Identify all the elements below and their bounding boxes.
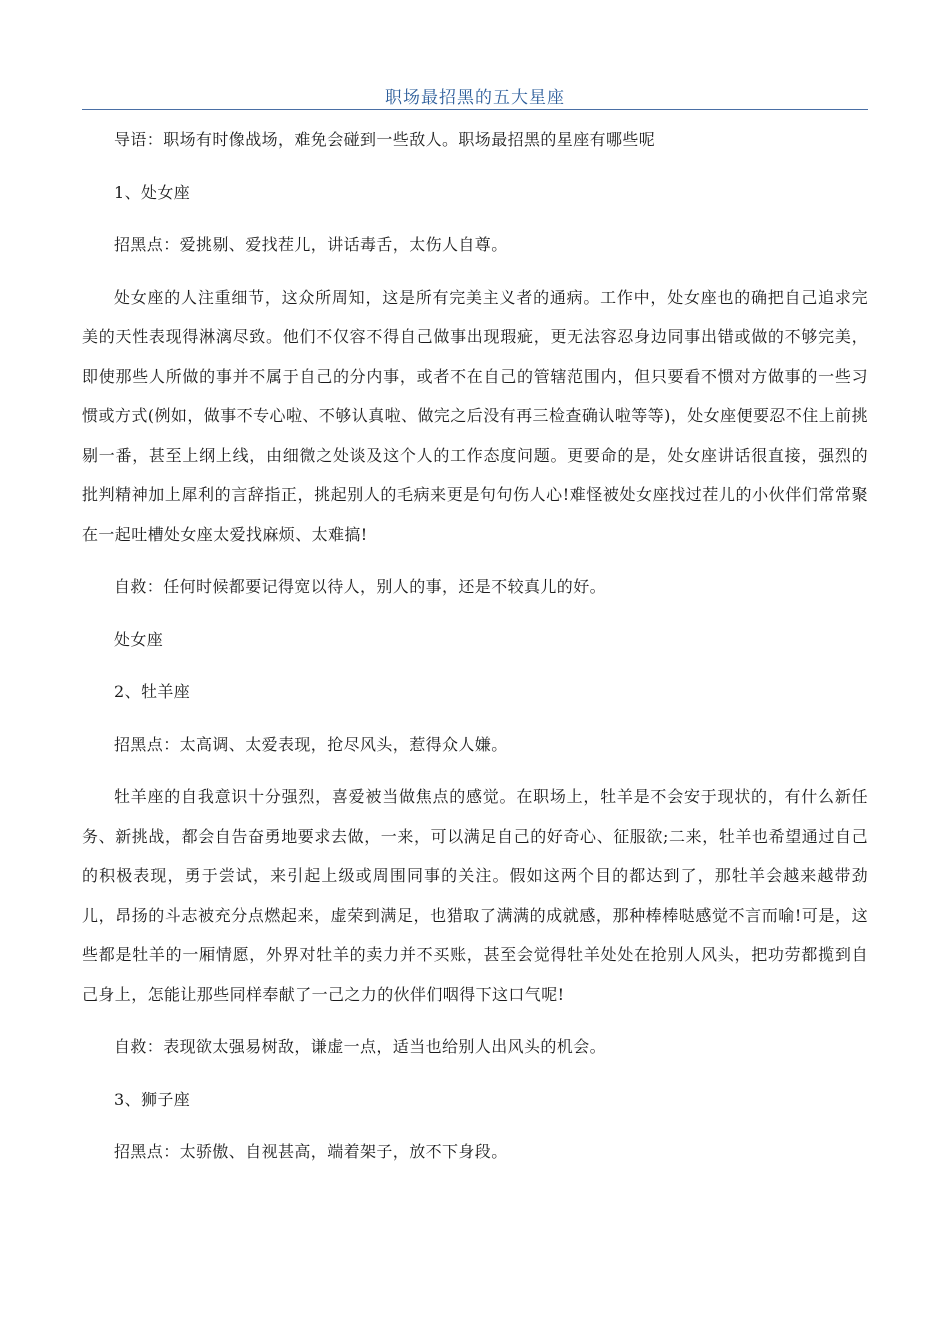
leo-weak-point: 招黑点：太骄傲、自视甚高，端着架子，放不下身段。 (114, 1142, 508, 1161)
section-heading-aries: 2、牡羊座 (114, 682, 191, 701)
virgo-advice: 自救：任何时候都要记得宽以待人，别人的事，还是不较真儿的好。 (114, 577, 607, 596)
virgo-caption: 处女座 (114, 629, 164, 649)
page-header (82, 80, 868, 110)
document-body (82, 120, 868, 1185)
virgo-description: 处女座的人注重细节，这众所周知，这是所有完美主义者的通病。工作中，处女座也的确把自己追求完美的天性表现得淋漓尽致。他们不仅容不得自己做事出现瑕疵，更无法容忍身边同事出错或做的不够完美，即使那些人所做的事并不属于自己的分内事，或者不在自己的管辖范围内，但只要看不惯对方做事的一些习惯或方式(例如，做事不专心啦、不够认真啦、做完之后没有再三检查确认啦等等)，处女座便要忍不住上前挑剔一番，甚至上纲上线，由细微之处谈及这个人的工作态度问题。更要命的是，处女座讲话很直接，强烈的批判精神加上犀利的言辞指正，挑起别人的毛病来更是句句伤人心!难怪被处女座找过茬儿的小伙伴们常常聚在一起吐槽处女座太爱找麻烦、太难搞! (82, 287, 868, 544)
aries-weak-point: 招黑点：太高调、太爱表现，抢尽风头，惹得众人嫌。 (114, 734, 508, 754)
aries-advice: 自救：表现欲太强易树敌，谦虚一点，适当也给别人出风头的机会。 (114, 1037, 607, 1056)
intro-paragraph: 导语：职场有时像战场，难免会碰到一些敌人。职场最招黑的星座有哪些呢 (114, 130, 656, 149)
section-heading-leo: 3、狮子座 (114, 1089, 191, 1109)
virgo-weak-point: 招黑点：爱挑剔、爱找茬儿，讲话毒舌，太伤人自尊。 (114, 235, 508, 254)
aries-description: 牡羊座的自我意识十分强烈，喜爱被当做焦点的感觉。在职场上，牡羊是不会安于现状的，有什么新任务、新挑战，都会自告奋勇地要求去做，一来，可以满足自己的好奇心、征服欲;二来，牡羊也希望通过自己的积极表现，勇于尝试，来引起上级或周围同事的关注。假如这两个目的都达到了，那牡羊会越来越带劲儿，昂扬的斗志被充分点燃起来，虚荣到满足，也猎取了满满的成就感，那种棒棒哒感觉不言而喻!可是，这些都是牡羊的一厢情愿，外界对牡羊的卖力并不买账，甚至会觉得牡羊处处在抢别人风头，把功劳都揽到自己身上，怎能让那些同样奉献了一己之力的伙伴们咽得下这口气呢! (82, 787, 868, 1004)
section-heading-virgo: 1、处女座 (114, 182, 191, 202)
page-title: 职场最招黑的五大星座 (385, 88, 565, 108)
